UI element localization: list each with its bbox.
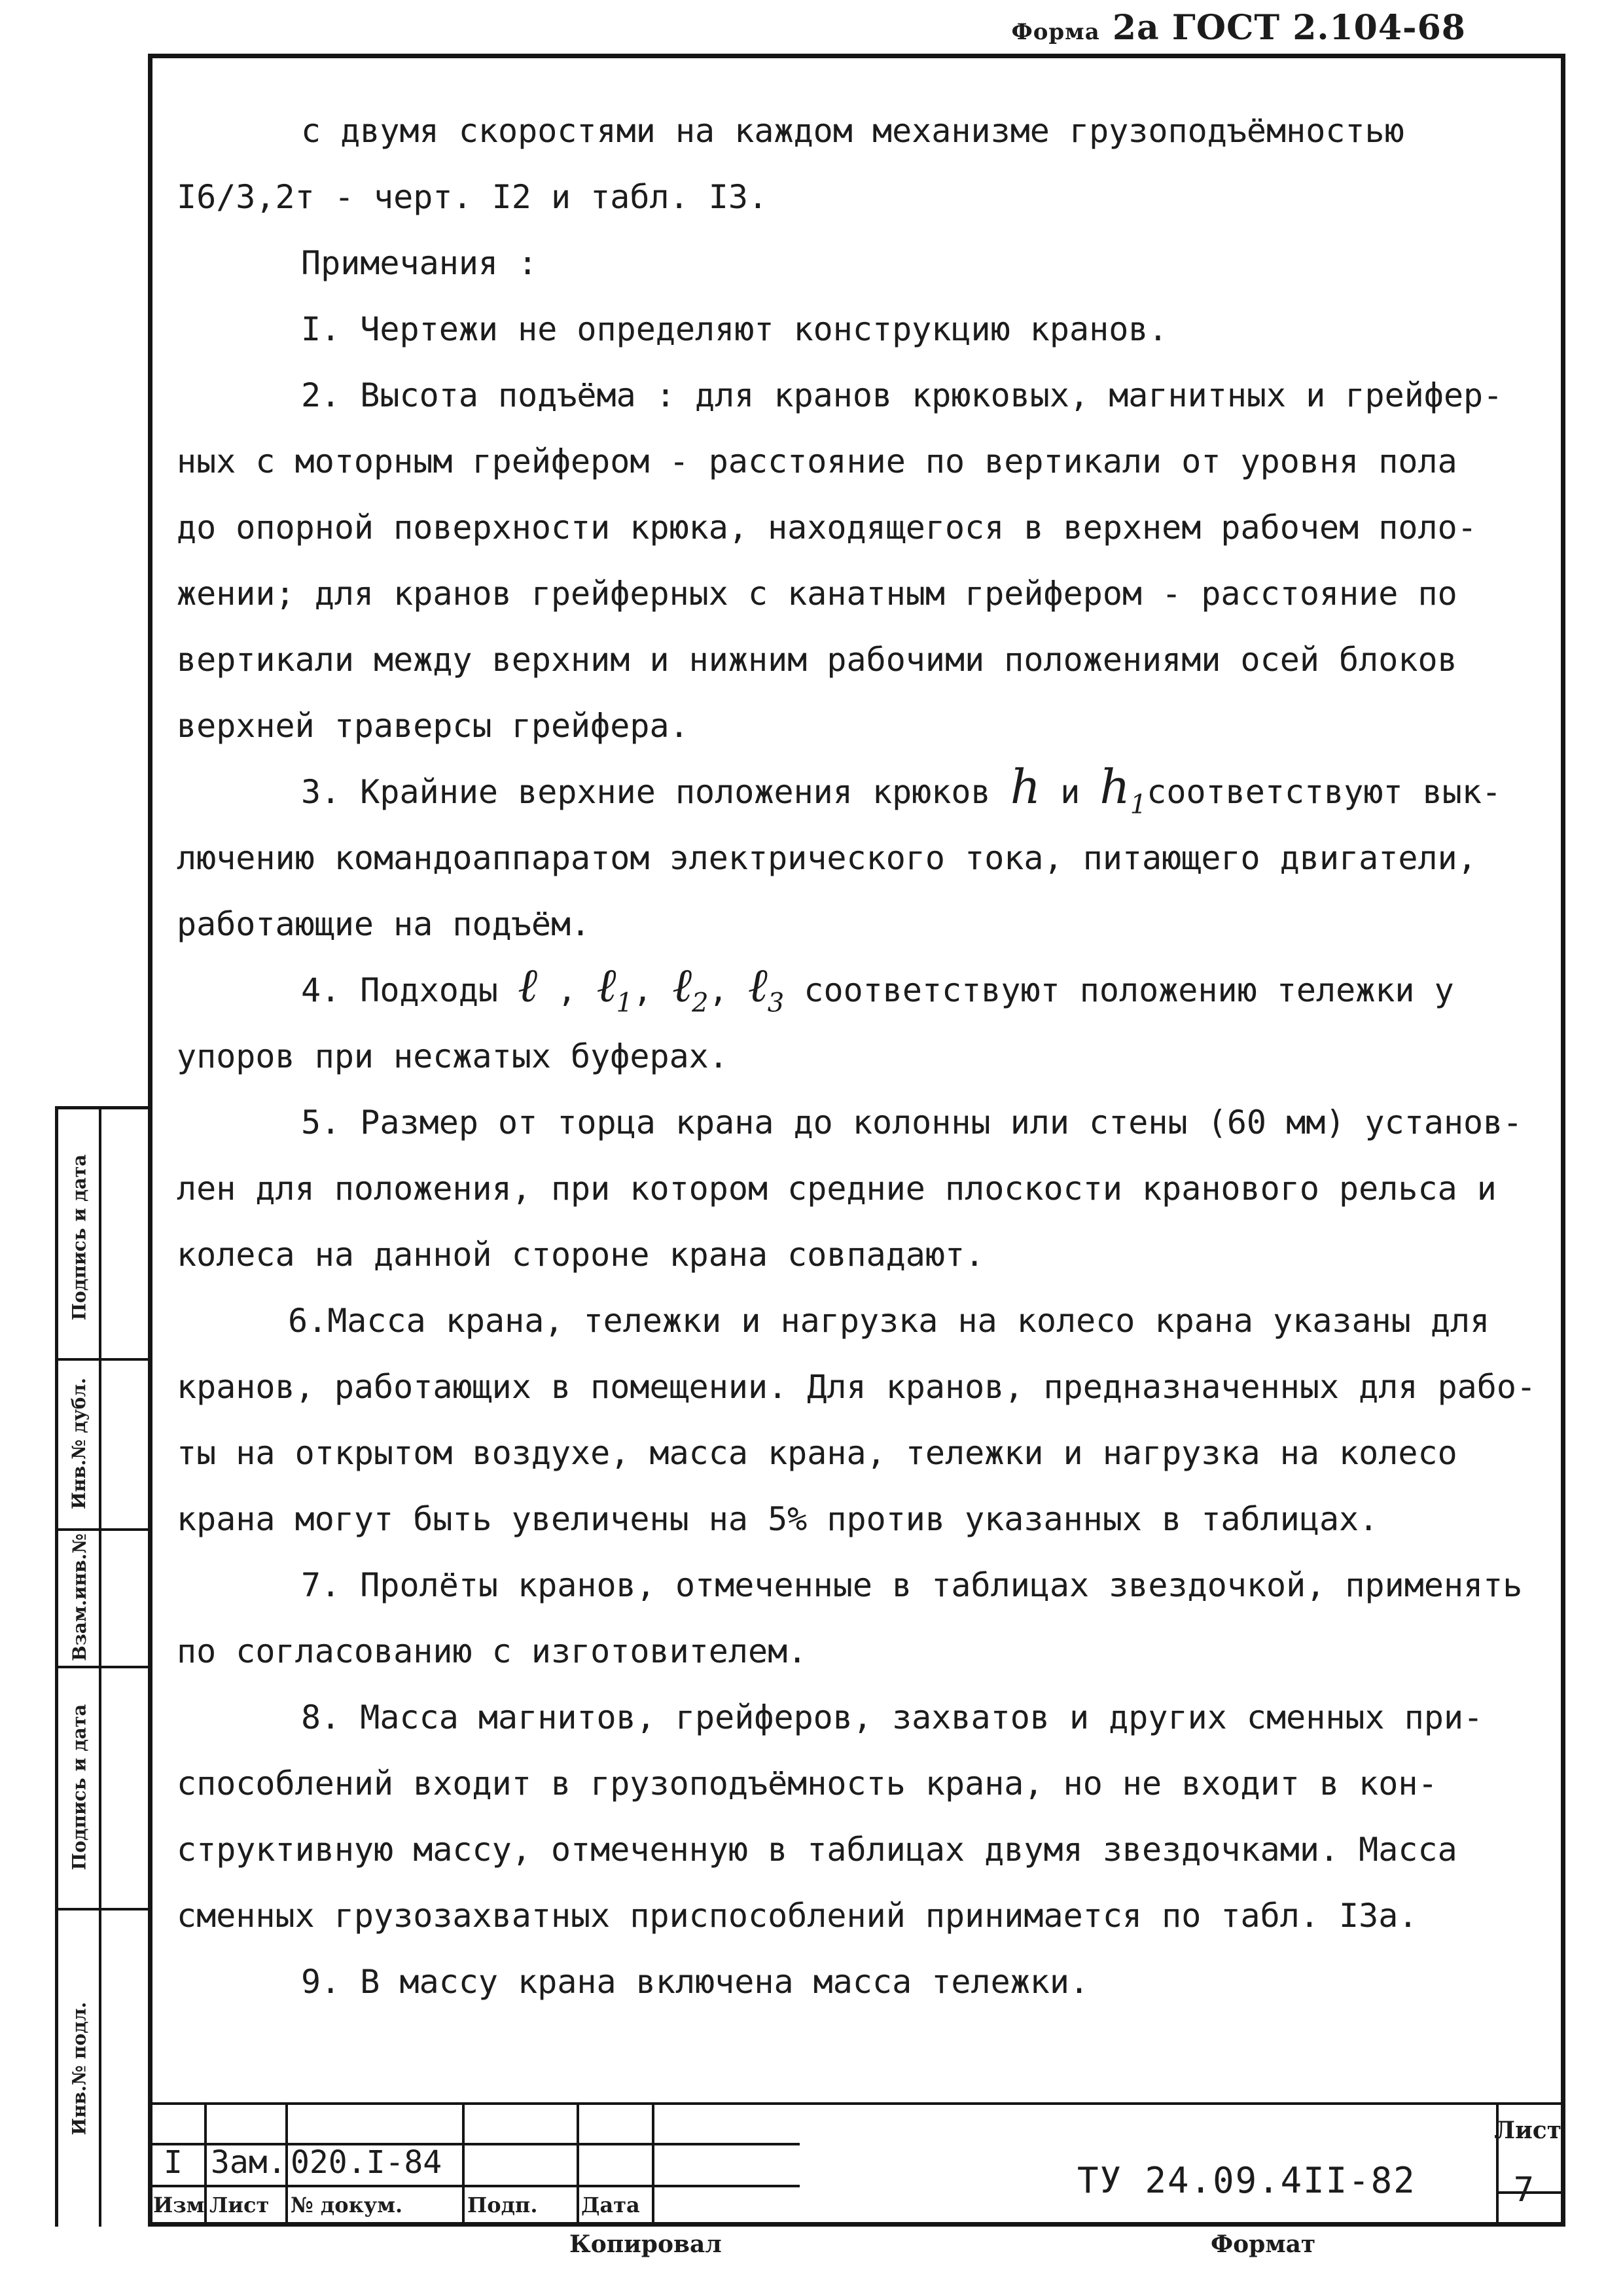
text-line: 2. Высота подъёма : для кранов крюковых, магнитных и грейфер- — [301, 376, 1503, 414]
form-header — [1011, 8, 1466, 48]
hook-symbol-h: h — [1010, 759, 1041, 814]
margin-label-replacement-inv: Взам.инв.№ — [68, 1533, 90, 1661]
hooks-text-and: и — [1060, 773, 1080, 811]
text-line: с двумя скоростями на каждом механизме грузоподъёмностью — [301, 112, 1404, 150]
sheet-label: Лист — [1494, 2117, 1561, 2144]
text-line: 9. В массу крана включена масса тележки. — [301, 1963, 1090, 2001]
text-line: 4. Подходы ℓ , ℓ$_1$, ℓ$_2$, ℓ$_3$ соответствуют положению тележки у — [301, 958, 1454, 1018]
hooks-text-before: 3. Крайние верхние положения крюков — [301, 773, 991, 811]
form-number: 2а — [1112, 8, 1160, 48]
text-line: I6/3,2т - черт. I2 и табл. I3. — [177, 178, 768, 216]
hooks-text-after: соответствуют вык- — [1147, 773, 1502, 811]
margin-label-original-inv: Инв.№ подл. — [68, 2001, 90, 2135]
text-line: кранов, работающих в помещении. Для кранов, предназначенных для рабо- — [177, 1368, 1537, 1406]
text-line: верхней траверсы грейфера. — [177, 707, 689, 745]
text-line: лен для положения, при котором средние плоскости кранового рельса и — [177, 1170, 1497, 1208]
approach-symbol-l2: ℓ$_2$ — [672, 958, 709, 1018]
margin-label-signature-date-2: Подпись и дата — [68, 1704, 90, 1870]
text-line: Примечания : — [301, 244, 538, 282]
approach-text-before: 4. Подходы — [301, 971, 499, 1009]
text-line: ты на открытом воздухе, масса крана, тележки и нагрузка на колесо — [177, 1434, 1457, 1472]
caption-date: Дата — [581, 2193, 640, 2217]
title-block-col-line — [204, 2102, 207, 2227]
margin-label-signature-date: Подпись и дата — [68, 1154, 90, 1320]
document-code: ТУ 24.09.4II-82 — [1077, 2160, 1416, 2201]
text-line: способлений входит в грузоподъёмность крана, но не входит в кон- — [177, 1765, 1438, 1803]
title-block-col-line — [577, 2102, 579, 2227]
text-line: структивную массу, отмеченную в таблицах двумя звездочками. Масса — [177, 1831, 1457, 1869]
format-label: Формат — [1211, 2231, 1316, 2258]
text-line: 8. Масса магнитов, грейферов, захватов и других сменных при- — [301, 1698, 1484, 1736]
text-line: I. Чертежи не определяют конструкцию кранов. — [301, 310, 1168, 348]
title-block-top-line — [148, 2102, 1565, 2105]
text-line: 7. Пролёты кранов, отмеченные в таблицах звездочкой, применять — [301, 1566, 1523, 1604]
sheet-number: 7 — [1513, 2170, 1534, 2210]
text-line: ных с моторным грейфером - расстояние по вертикали от уровня пола — [177, 442, 1457, 480]
caption-izm: Изм — [153, 2193, 205, 2217]
text-line: работающие на подъём. — [177, 905, 591, 943]
approach-symbol-l1: ℓ$_1$ — [596, 958, 633, 1018]
document-body — [177, 98, 1538, 2015]
form-standard: ГОСТ 2.104-68 — [1171, 8, 1466, 48]
text-line: вертикали между верхним и нижним рабочими положениями осей блоков — [177, 641, 1457, 679]
text-line: 6.Масса крана, тележки и нагрузка на колесо крана указаны для — [288, 1302, 1490, 1340]
text-line: жении; для кранов грейферных с канатным грейфером - расстояние по — [177, 575, 1457, 613]
title-block-col-line — [462, 2102, 465, 2227]
title-block-col-line — [652, 2102, 654, 2227]
title-block — [148, 2102, 1565, 2227]
text-line: сменных грузозахватных приспособлений принимается по табл. I3а. — [177, 1897, 1418, 1935]
text-line: по согласованию с изготовителем. — [177, 1632, 808, 1670]
approach-symbol-l: ℓ — [518, 958, 538, 1013]
rev-list: Зам. — [211, 2144, 287, 2181]
approach-symbol-l3: ℓ$_3$ — [747, 958, 785, 1018]
copied-by-label: Копировал — [569, 2231, 722, 2258]
rev-izm: I — [164, 2144, 183, 2181]
margin-label-duplicate-inv: Инв.№ дубл. — [68, 1377, 90, 1509]
caption-list: Лист — [209, 2193, 270, 2217]
approach-text-after: соответствуют положению тележки у — [804, 971, 1454, 1009]
text-line: упоров при несжатых буферах. — [177, 1037, 728, 1075]
text-line: лючению командоаппаратом электрического тока, питающего двигатели, — [177, 839, 1477, 877]
title-block-row-line — [148, 2185, 800, 2187]
caption-doc-number: № докум. — [291, 2193, 403, 2217]
hook-symbol-h1: $h_1$ — [1099, 759, 1147, 820]
text-line: колеса на данной стороне крана совпадают. — [177, 1236, 985, 1274]
text-line: крана могут быть увеличены на 5% против указанных в таблицах. — [177, 1500, 1379, 1538]
left-margin-stamp — [55, 1106, 148, 2227]
form-prefix: Форма — [1011, 19, 1100, 45]
text-line: до опорной поверхности крюка, находящегося в верхнем рабочем поло- — [177, 509, 1477, 547]
caption-signature: Подп. — [467, 2193, 538, 2217]
text-line — [177, 759, 1538, 825]
rev-doc-number: 020.I-84 — [291, 2144, 442, 2181]
text-line: 5. Размер от торца крана до колонны или стены (60 мм) установ- — [301, 1103, 1523, 1141]
